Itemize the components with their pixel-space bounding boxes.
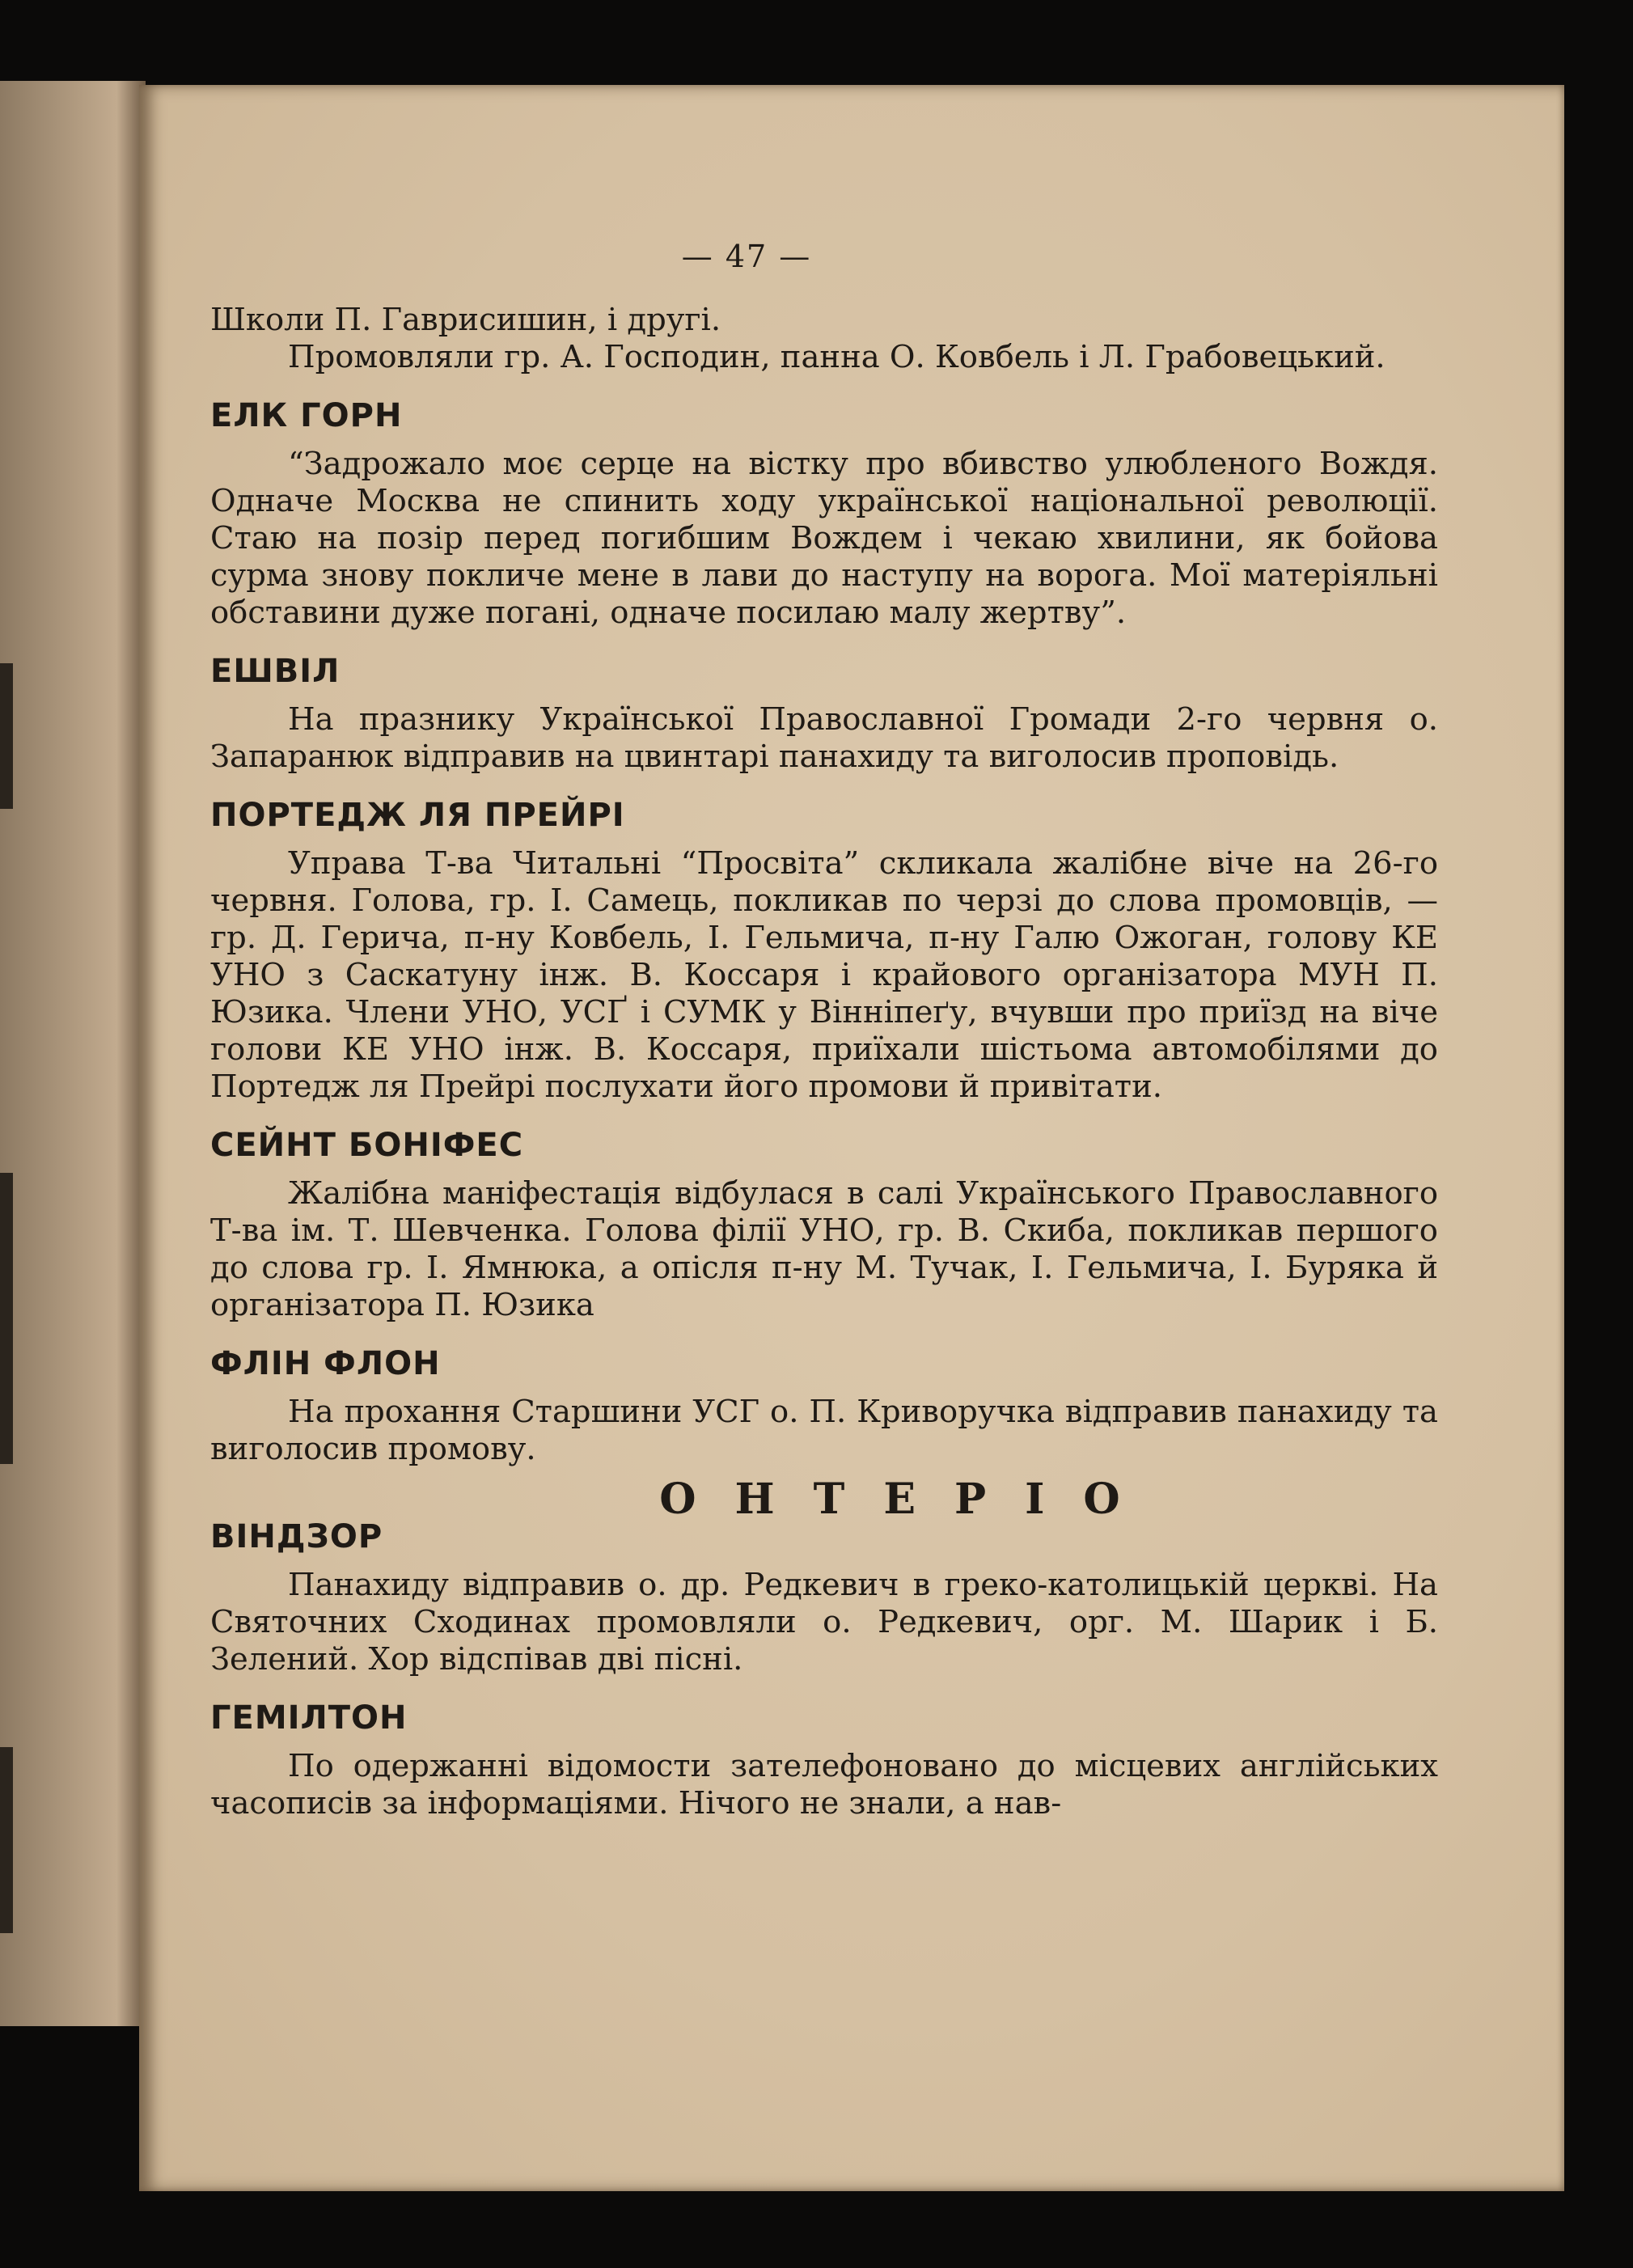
previous-page-edge (0, 81, 146, 2026)
page-number: — 47 — (681, 239, 812, 274)
section-heading-saint-boniface: СЕЙНТ БОНІФЕС (210, 1127, 524, 1164)
previous-page-ink-mark (0, 1173, 13, 1464)
section-heading-portage-la-prairie: ПОРТЕДЖ ЛЯ ПРЕЙРІ (210, 797, 625, 834)
section-heading-hamilton: ГЕМІЛТОН (210, 1699, 408, 1737)
speakers-paragraph: Промовляли гр. А. Господин, панна О. Ковбель і Л. Грабовецький. (288, 339, 1386, 375)
section-heading-windsor: ВІНДЗОР (210, 1518, 383, 1555)
previous-page-ink-mark (0, 663, 13, 809)
section-heading-elk-horn: ЕЛК ГОРН (210, 397, 403, 434)
section-heading-ashville: ЕШВІЛ (210, 653, 341, 690)
page-text (210, 302, 1438, 1822)
previous-page-ink-mark (0, 1747, 13, 1933)
section-paragraph-elk-horn: “Задрожало моє серце на вістку про вбивство улюбленого Вождя. Одначе Москва не спинить ходу української національної революції. Стаю на позір перед погибшим Вождем і чекаю хвилини, як бойова сурма знову покличе мене в лави до наступу на ворога. Мої матеріяльні обставини дуже погані, одначе посилаю малу жертву”. (210, 446, 1438, 631)
section-paragraph-portage-la-prairie: Управа Т-ва Читальні “Просвіта” скликала жалібне віче на 26-го червня. Голова, гр. І. Самець, покликав по черзі до слова промовців, — гр. Д. Герича, п-ну Ковбель, І. Гельмича, п-ну Галю Ожоган, голову КЕ УНО з Саскатуну інж. В. Коссаря і крайового організатора МУН П. Юзика. Члени УНО, УСҐ і СУМК у Вінніпеґу, вчувши про приїзд на віче голови КЕ УНО інж. В. Коссаря, приїхали шістьома автомобілями до Портедж ля Прейрі послухати його промови й привітати. (210, 845, 1438, 1105)
section-heading-flin-flon: ФЛІН ФЛОН (210, 1345, 441, 1382)
section-paragraph-ashville: На празнику Української Православної Громади 2-го червня о. Запаранюк відправив на цвинтарі панахиду та виголосив проповідь. (210, 701, 1438, 775)
section-paragraph-hamilton: По одержанні відомости зателефоновано до місцевих англійських часописів за інформаціями. Нічого не знали, а нав- (210, 1748, 1438, 1822)
region-heading-ontario: ОНТЕРІО (659, 1475, 1159, 1524)
section-paragraph-flin-flon: На прохання Старшини УСГ о. П. Криворучка відправив панахиду та виголосив промову. (210, 1394, 1438, 1467)
book-page (139, 85, 1564, 2191)
section-paragraph-windsor: Панахиду відправив о. др. Редкевич в греко-католицькій церкві. На Святочних Сходинах промовляли о. Редкевич, орг. М. Шарик і Б. Зелений. Хор відспівав дві пісні. (210, 1567, 1438, 1678)
continuation-line: Школи П. Гаврисишин, і другі. (210, 302, 721, 338)
section-paragraph-saint-boniface: Жалібна маніфестація відбулася в салі Українського Православного Т-ва ім. Т. Шевченка. Голова філії УНО, гр. В. Скиба, покликав першого до слова гр. І. Ямнюка, а опісля п-ну М. Тучак, І. Гельмича, І. Буряка й організатора П. Юзика (210, 1175, 1438, 1323)
